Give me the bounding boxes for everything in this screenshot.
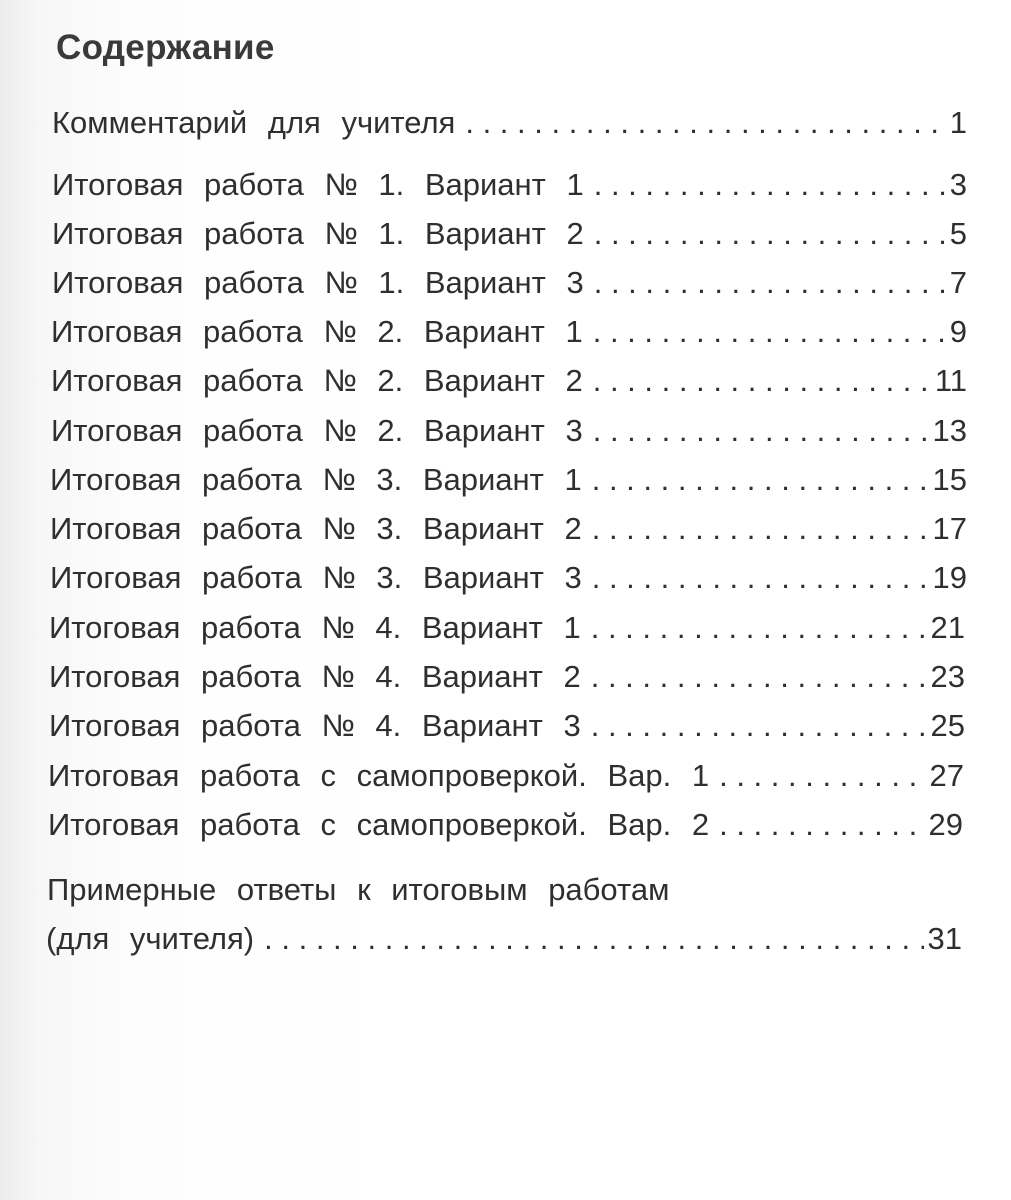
toc-entry-page: 5: [949, 216, 967, 251]
toc-entry-page: 25: [930, 708, 965, 743]
dot-leader: [264, 919, 923, 959]
toc-entry[interactable]: [50, 460, 967, 500]
toc-entry-label: Итоговая работа № 1. Вариант 1: [52, 167, 584, 202]
toc-entry[interactable]: [51, 361, 967, 401]
toc-entry-label: Итоговая работа № 1. Вариант 3: [52, 265, 584, 300]
toc-entry-page: 23: [930, 659, 965, 694]
toc-entry[interactable]: [52, 214, 967, 254]
toc-entry[interactable]: [51, 312, 967, 352]
page-title: Содержание: [56, 28, 275, 67]
toc-entry[interactable]: [52, 165, 967, 205]
toc-entry-label: (для учителя): [46, 921, 255, 956]
toc-entry[interactable]: [49, 706, 965, 746]
toc-entry-label: Итоговая работа № 3. Вариант 2: [50, 511, 582, 546]
toc-entry-page: 1: [949, 105, 967, 140]
dot-leader: [465, 103, 945, 143]
toc-entry-label: Итоговая работа № 1. Вариант 2: [52, 216, 584, 251]
toc-entry-page: 11: [934, 363, 967, 398]
dot-leader: [594, 263, 946, 303]
dot-leader: [719, 805, 924, 845]
toc-entry-label: Итоговая работа № 4. Вариант 1: [49, 610, 581, 645]
toc-entry-page: 17: [932, 511, 967, 546]
toc-entry-answers[interactable]: [46, 919, 962, 959]
toc-entry[interactable]: [50, 558, 967, 598]
toc-entry[interactable]: [52, 263, 967, 303]
toc-entry-label: Итоговая работа № 4. Вариант 3: [49, 708, 581, 743]
toc-entry-label: Итоговая работа № 2. Вариант 3: [51, 413, 583, 448]
toc-entry-page: 29: [928, 807, 963, 842]
toc-entry[interactable]: [49, 657, 965, 697]
toc-entry-label: Итоговая работа № 3. Вариант 3: [50, 560, 582, 595]
dot-leader: [592, 558, 929, 598]
toc-entry-page: 31: [927, 921, 962, 956]
toc-entry-label: Итоговая работа № 4. Вариант 2: [49, 659, 581, 694]
toc-entry-page: 21: [930, 610, 965, 645]
toc-entry-page: 7: [949, 265, 967, 300]
toc-entry-label: Итоговая работа № 2. Вариант 1: [51, 314, 583, 349]
toc-entry-page: 27: [929, 758, 964, 793]
dot-leader: [594, 165, 946, 205]
toc-entry[interactable]: [48, 756, 964, 796]
toc-entry[interactable]: [49, 608, 965, 648]
dot-leader: [593, 312, 946, 352]
toc-entry-page: 9: [949, 314, 967, 349]
toc-entry-label: Итоговая работа № 3. Вариант 1: [50, 462, 582, 497]
dot-leader: [591, 706, 927, 746]
toc-entry-label: Итоговая работа с самопроверкой. Вар. 1: [48, 758, 710, 793]
dot-leader: [592, 460, 929, 500]
toc-entry[interactable]: [51, 411, 967, 451]
toc-entry-page: 19: [932, 560, 967, 595]
dot-leader: [719, 756, 925, 796]
dot-leader: [593, 411, 929, 451]
toc-entry-page: 15: [932, 462, 967, 497]
toc-entry-page: 3: [949, 167, 967, 202]
toc-entry-answers-line1: Примерные ответы к итоговым работам: [47, 872, 670, 907]
toc-entry-page: 13: [932, 413, 967, 448]
toc-entry[interactable]: [50, 509, 967, 549]
dot-leader: [591, 608, 927, 648]
toc-entry[interactable]: [48, 805, 963, 845]
dot-leader: [591, 657, 927, 697]
toc-entry-label: Итоговая работа № 2. Вариант 2: [51, 363, 583, 398]
dot-leader: [592, 509, 929, 549]
dot-leader: [594, 214, 946, 254]
toc-entry-label: Итоговая работа с самопроверкой. Вар. 2: [48, 807, 710, 842]
toc-entry-label: Комментарий для учителя: [52, 105, 456, 140]
dot-leader: [593, 361, 931, 401]
toc-entry-teacher-comment[interactable]: [52, 103, 967, 143]
